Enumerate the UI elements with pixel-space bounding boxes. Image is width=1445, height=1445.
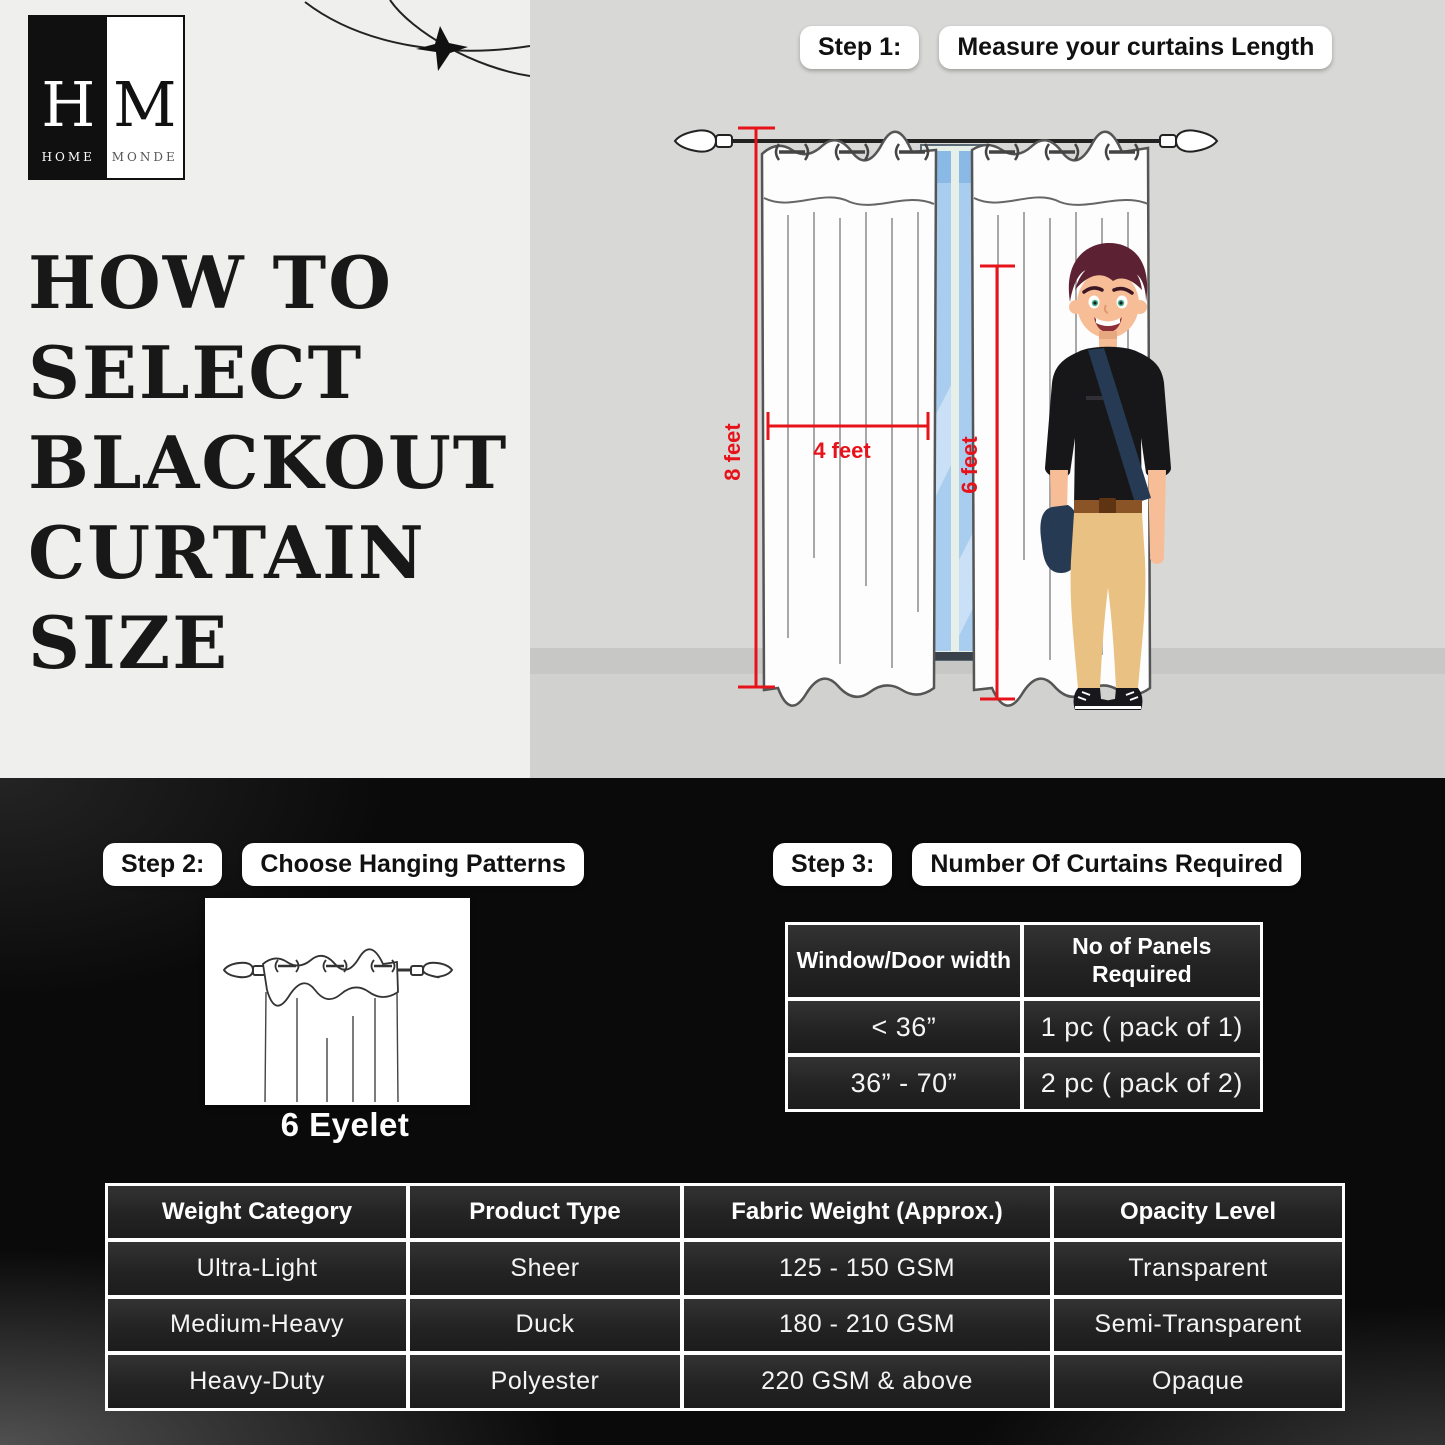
fabric-weight-table [105,1183,1345,1411]
panels-table-cell: < 36” [788,1001,1020,1053]
left-curtain [762,132,936,706]
fabric-table-cell: 180 - 210 GSM [684,1299,1050,1352]
fabric-table-cell: Polyester [410,1355,680,1408]
title-line: BLACKOUT [28,420,509,505]
fabric-table-cell: Transparent [1054,1242,1342,1295]
step3-text-pill: Number Of Curtains Required [912,843,1301,886]
fabric-table-header: Weight Category [108,1186,406,1238]
step3-header [773,843,1301,886]
fabric-table-cell: Sheer [410,1242,680,1295]
fabric-table-cell: Opaque [1054,1355,1342,1408]
step2-label-pill: Step 2: [103,843,222,886]
eyelet-pattern-card [205,898,470,1105]
fabric-table-cell: Ultra-Light [108,1242,406,1295]
left-panel [0,0,530,778]
fabric-table-header: Fabric Weight (Approx.) [684,1186,1050,1238]
title-line: HOW TO [28,240,393,325]
fabric-table-cell: 220 GSM & above [684,1355,1050,1408]
logo-letter-m: M [113,68,177,141]
panels-table-cell: 2 pc ( pack of 2) [1024,1057,1260,1109]
shooting-star-doodle-icon [280,0,530,90]
title-line: SELECT [28,330,364,415]
brand-logo [28,15,185,180]
fabric-table-cell: Medium-Heavy [108,1299,406,1352]
height-measure-label: 8 feet [720,423,745,481]
logo-letter-h: H [41,68,96,141]
page-title [28,238,508,688]
panels-table-header: No of Panels Required [1024,925,1260,997]
logo-left-half [30,17,107,178]
panels-table-header: Window/Door width [788,925,1020,997]
panels-required-table [785,922,1263,1112]
width-measure-label: 4 feet [813,438,871,463]
logo-right-half [107,17,184,178]
step2-text-pill: Choose Hanging Patterns [242,843,584,886]
eyelet-curtain-line-art [205,898,470,1105]
eyelet-pattern-label: 6 Eyelet [280,1106,410,1143]
step3-label-pill: Step 3: [773,843,892,886]
logo-word-home: HOME [41,150,95,164]
window-measure-label: 6 feet [957,436,982,494]
title-line: CURTAIN [28,510,426,595]
step1-text-pill: Measure your curtains Length [939,26,1332,69]
fabric-table-cell: 125 - 150 GSM [684,1242,1050,1295]
curtain-measurement-illustration [530,0,1445,778]
fabric-table-cell: Duck [410,1299,680,1352]
fabric-table-cell: Semi-Transparent [1054,1299,1342,1352]
panels-table-cell: 36” - 70” [788,1057,1020,1109]
title-line: SIZE [28,600,230,685]
step1-label-pill: Step 1: [800,26,919,69]
fabric-table-header: Product Type [410,1186,680,1238]
logo-word-monde: MONDE [111,150,178,164]
panels-table-cell: 1 pc ( pack of 1) [1024,1001,1260,1053]
fabric-table-cell: Heavy-Duty [108,1355,406,1408]
fabric-table-header: Opacity Level [1054,1186,1342,1238]
step2-header [103,843,584,886]
